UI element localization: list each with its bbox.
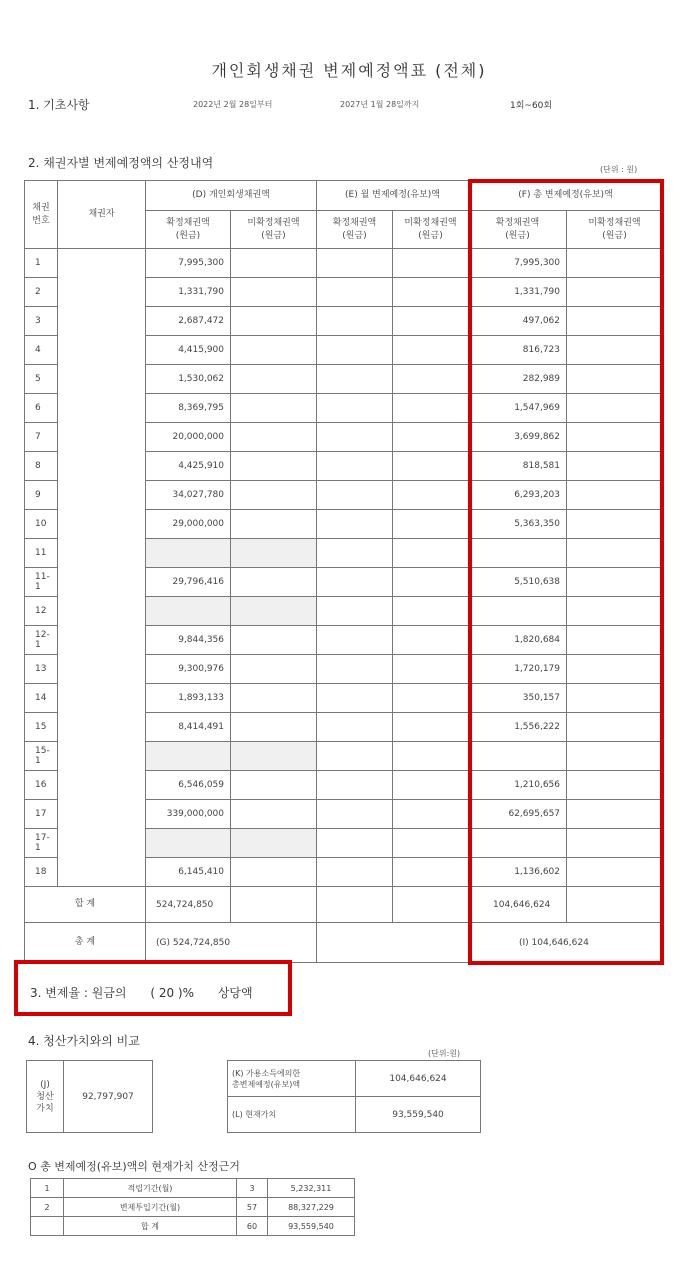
d-confirmed-cell: 6,145,410: [146, 858, 231, 887]
creditor-name-cell: [58, 249, 146, 887]
creditor-no-cell: 16: [25, 771, 58, 800]
unit-label: (단위 : 원): [600, 165, 638, 174]
d-unconfirmed-cell: [231, 452, 317, 481]
d-unconfirmed-cell: [231, 249, 317, 278]
e-confirmed-cell: [317, 771, 393, 800]
pv-item-cell: 변제투입기간(월): [64, 1198, 237, 1217]
f-confirmed-cell: 1,136,602: [469, 858, 567, 887]
d-unconfirmed-cell: [231, 655, 317, 684]
e-confirmed-cell: [317, 249, 393, 278]
d-unconfirmed-cell: [231, 336, 317, 365]
e-confirmed-cell: [317, 423, 393, 452]
d-unconfirmed-cell: [231, 771, 317, 800]
e-unconfirmed-cell: [393, 655, 469, 684]
e-unconfirmed-cell: [393, 742, 469, 771]
e-confirmed-cell: [317, 829, 393, 858]
d-unconfirmed-cell: [231, 568, 317, 597]
d-unconfirmed-cell: [231, 713, 317, 742]
section5-label: O 총 변제예정(유보)액의 현재가치 산정근거: [28, 1160, 240, 1173]
section3-label: 3. 변제율 : 원금의: [30, 986, 127, 1000]
liquidation-table-j: [26, 1060, 153, 1133]
l-label: (L) 현재가치: [228, 1097, 356, 1133]
d-unconfirmed-cell: [231, 539, 317, 568]
e-confirmed-cell: [317, 539, 393, 568]
f-confirmed-cell: 818,581: [469, 452, 567, 481]
d-unconfirmed-cell: [231, 800, 317, 829]
d-confirmed-cell: [146, 539, 231, 568]
f-confirmed-cell: 1,720,179: [469, 655, 567, 684]
f-confirmed-cell: 1,820,684: [469, 626, 567, 655]
creditor-no-cell: 1: [25, 249, 58, 278]
header-d-unconfirmed: 미확정채권액 (원금): [231, 211, 317, 249]
rounds: 1회~60회: [510, 101, 553, 111]
e-confirmed-cell: [317, 713, 393, 742]
creditor-no-cell: 15: [25, 713, 58, 742]
d-confirmed-cell: 9,300,976: [146, 655, 231, 684]
highlight-box-total-repayment: [468, 179, 664, 965]
d-confirmed-cell: 8,369,795: [146, 394, 231, 423]
e-unconfirmed-cell: [393, 597, 469, 626]
e-confirmed-cell: [317, 626, 393, 655]
creditor-no-cell: 13: [25, 655, 58, 684]
e-confirmed-cell: [317, 597, 393, 626]
pv-no-cell: 1: [31, 1179, 64, 1198]
d-unconfirmed-cell: [231, 626, 317, 655]
d-unconfirmed-cell: [231, 365, 317, 394]
e-unconfirmed-cell: [393, 568, 469, 597]
f-confirmed-cell: 5,510,638: [469, 568, 567, 597]
d-confirmed-cell: 4,425,910: [146, 452, 231, 481]
end-date: 2027년 1월 28일까지: [340, 100, 420, 109]
d-unconfirmed-cell: [231, 394, 317, 423]
d-confirmed-cell: 4,415,900: [146, 336, 231, 365]
pv-months-cell: 3: [237, 1179, 268, 1198]
k-label: (K) 가용소득에의한 총변제예정(유보)액: [228, 1061, 356, 1097]
subtotal-label: 합 계: [25, 887, 146, 923]
subtotal-e-confirmed: [317, 887, 393, 923]
f-confirmed-cell: 7,995,300: [469, 249, 567, 278]
creditor-no-cell: 11: [25, 539, 58, 568]
e-unconfirmed-cell: [393, 365, 469, 394]
pv-row: [31, 1198, 355, 1217]
document-title: 개인회생채권 변제예정액표 (전체): [211, 61, 487, 80]
pv-months-cell: 57: [237, 1198, 268, 1217]
e-confirmed-cell: [317, 655, 393, 684]
d-confirmed-cell: 1,530,062: [146, 365, 231, 394]
d-unconfirmed-cell: [231, 510, 317, 539]
creditor-no-cell: 9: [25, 481, 58, 510]
header-creditor-no: 채권 번호: [25, 181, 58, 249]
repayment-rate: ( 20 )%: [150, 986, 194, 1000]
pv-total-label: 합 계: [64, 1217, 237, 1236]
d-confirmed-cell: 9,844,356: [146, 626, 231, 655]
f-confirmed-cell: 282,989: [469, 365, 567, 394]
creditor-no-cell: 10: [25, 510, 58, 539]
e-confirmed-cell: [317, 481, 393, 510]
creditor-no-cell: 14: [25, 684, 58, 713]
section1-label: 1. 기초사항: [28, 98, 90, 112]
e-confirmed-cell: [317, 858, 393, 887]
total-label: 총 계: [25, 923, 146, 963]
e-unconfirmed-cell: [393, 510, 469, 539]
e-confirmed-cell: [317, 800, 393, 829]
e-unconfirmed-cell: [393, 336, 469, 365]
highlight-box-repayment-rate: [14, 960, 292, 1016]
pv-item-cell: 적립기간(월): [64, 1179, 237, 1198]
e-confirmed-cell: [317, 742, 393, 771]
section4-unit: (단위:원): [428, 1049, 461, 1058]
f-confirmed-cell: 816,723: [469, 336, 567, 365]
header-group-d: (D) 개인회생채권액: [146, 181, 317, 211]
e-confirmed-cell: [317, 336, 393, 365]
creditor-no-cell: 2: [25, 278, 58, 307]
e-confirmed-cell: [317, 365, 393, 394]
pv-total-blank: [31, 1217, 64, 1236]
f-confirmed-cell: 3,699,862: [469, 423, 567, 452]
section4-label: 4. 청산가치와의 비교: [28, 1034, 140, 1048]
e-unconfirmed-cell: [393, 858, 469, 887]
d-unconfirmed-cell: [231, 423, 317, 452]
creditor-no-cell: 12-1: [25, 626, 58, 655]
creditor-no-cell: 7: [25, 423, 58, 452]
d-confirmed-cell: 29,796,416: [146, 568, 231, 597]
d-unconfirmed-cell: [231, 597, 317, 626]
e-confirmed-cell: [317, 394, 393, 423]
d-confirmed-cell: 7,995,300: [146, 249, 231, 278]
e-confirmed-cell: [317, 684, 393, 713]
e-unconfirmed-cell: [393, 713, 469, 742]
header-group-f: (F) 총 변제예정(유보)액: [469, 181, 663, 211]
e-unconfirmed-cell: [393, 539, 469, 568]
pv-value-cell: 5,232,311: [268, 1179, 355, 1198]
d-confirmed-cell: 6,546,059: [146, 771, 231, 800]
creditor-no-cell: 8: [25, 452, 58, 481]
d-unconfirmed-cell: [231, 307, 317, 336]
creditor-no-cell: 11-1: [25, 568, 58, 597]
creditor-no-cell: 6: [25, 394, 58, 423]
d-confirmed-cell: 1,331,790: [146, 278, 231, 307]
creditor-no-cell: 17-1: [25, 829, 58, 858]
d-unconfirmed-cell: [231, 278, 317, 307]
e-unconfirmed-cell: [393, 307, 469, 336]
e-unconfirmed-cell: [393, 278, 469, 307]
pv-no-cell: 2: [31, 1198, 64, 1217]
pv-value-cell: 88,327,229: [268, 1198, 355, 1217]
subtotal-e-unconfirmed: [393, 887, 469, 923]
d-confirmed-cell: 20,000,000: [146, 423, 231, 452]
creditor-no-cell: 12: [25, 597, 58, 626]
header-e-confirmed: 확정채권액 (원금): [317, 211, 393, 249]
creditor-no-cell: 18: [25, 858, 58, 887]
e-unconfirmed-cell: [393, 771, 469, 800]
j-label: (J) 청산 가치: [27, 1061, 64, 1133]
d-confirmed-cell: 339,000,000: [146, 800, 231, 829]
j-value: 92,797,907: [64, 1061, 153, 1133]
section3-suffix: 상당액: [217, 986, 253, 1000]
start-date: 2022년 2월 28일부터: [193, 100, 273, 109]
subtotal-d-unconfirmed: [231, 887, 317, 923]
f-confirmed-cell: 62,695,657: [469, 800, 567, 829]
creditor-no-cell: 3: [25, 307, 58, 336]
f-confirmed-cell: 1,547,969: [469, 394, 567, 423]
e-unconfirmed-cell: [393, 452, 469, 481]
e-unconfirmed-cell: [393, 829, 469, 858]
d-confirmed-cell: [146, 829, 231, 858]
f-confirmed-cell: 1,556,222: [469, 713, 567, 742]
e-unconfirmed-cell: [393, 800, 469, 829]
creditor-no-cell: 4: [25, 336, 58, 365]
d-confirmed-cell: 1,893,133: [146, 684, 231, 713]
d-unconfirmed-cell: [231, 858, 317, 887]
pv-total-months: 60: [237, 1217, 268, 1236]
f-confirmed-cell: 6,293,203: [469, 481, 567, 510]
header-f-confirmed: 확정채권액 (원금): [469, 211, 567, 249]
header-creditor: 채권자: [58, 181, 146, 249]
e-unconfirmed-cell: [393, 423, 469, 452]
creditor-no-cell: 17: [25, 800, 58, 829]
header-e-unconfirmed: 미확정채권액 (원금): [393, 211, 469, 249]
d-unconfirmed-cell: [231, 829, 317, 858]
e-confirmed-cell: [317, 452, 393, 481]
f-confirmed-cell: 1,210,656: [469, 771, 567, 800]
e-unconfirmed-cell: [393, 684, 469, 713]
d-unconfirmed-cell: [231, 684, 317, 713]
d-confirmed-cell: [146, 742, 231, 771]
e-unconfirmed-cell: [393, 481, 469, 510]
total-e: [317, 923, 469, 963]
d-confirmed-cell: 2,687,472: [146, 307, 231, 336]
d-confirmed-cell: 34,027,780: [146, 481, 231, 510]
f-confirmed-cell: 350,157: [469, 684, 567, 713]
creditor-no-cell: 15-1: [25, 742, 58, 771]
header-d-confirmed: 확정채권액 (원금): [146, 211, 231, 249]
creditor-no-cell: 5: [25, 365, 58, 394]
pv-row: [31, 1179, 355, 1198]
header-f-unconfirmed: 미확정채권액 (원금): [567, 211, 663, 249]
e-confirmed-cell: [317, 278, 393, 307]
f-confirmed-cell: 1,331,790: [469, 278, 567, 307]
d-unconfirmed-cell: [231, 742, 317, 771]
f-confirmed-cell: 497,062: [469, 307, 567, 336]
subtotal-f: 104,646,624: [469, 887, 567, 923]
total-i: (I) 104,646,624: [469, 923, 663, 963]
f-confirmed-cell: 5,363,350: [469, 510, 567, 539]
e-confirmed-cell: [317, 568, 393, 597]
e-unconfirmed-cell: [393, 249, 469, 278]
d-confirmed-cell: [146, 597, 231, 626]
total-g: (G) 524,724,850: [146, 923, 317, 963]
e-confirmed-cell: [317, 307, 393, 336]
e-unconfirmed-cell: [393, 394, 469, 423]
present-value-table: [30, 1178, 355, 1236]
e-confirmed-cell: [317, 510, 393, 539]
k-value: 104,646,624: [356, 1061, 481, 1097]
section2-label: 2. 채권자별 변제예정액의 산정내역: [28, 156, 214, 170]
d-confirmed-cell: 29,000,000: [146, 510, 231, 539]
header-group-e: (E) 월 변제예정(유보)액: [317, 181, 469, 211]
liquidation-table-kl: [227, 1060, 481, 1133]
pv-total-value: 93,559,540: [268, 1217, 355, 1236]
subtotal-d: 524,724,850: [146, 887, 231, 923]
d-confirmed-cell: 8,414,491: [146, 713, 231, 742]
d-unconfirmed-cell: [231, 481, 317, 510]
e-unconfirmed-cell: [393, 626, 469, 655]
l-value: 93,559,540: [356, 1097, 481, 1133]
